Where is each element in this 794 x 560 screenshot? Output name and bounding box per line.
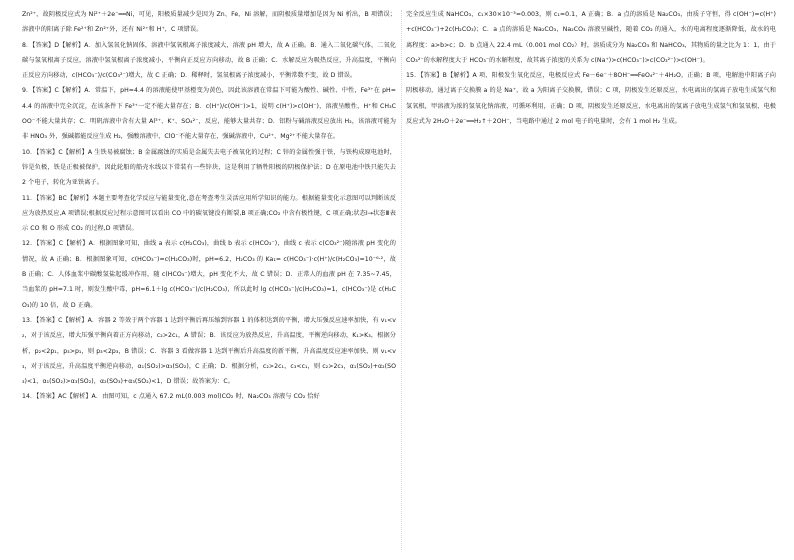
paragraph-q13: 13．【答案】C【解析】A．容器 2 等效于两个容器 1 达到平衡后再压缩到容器 1 的体积达到的平衡，增大压强反应速率加快，有 v₁<v₂，对于该反应，增大压强平衡向着正方向移动，c₂>2c₁，A 错误；B．该反应为放热反应，升高温度，平衡逆向移动，K₁>K₃，根据分析，p₂<2p₁，p₃>p₁，则 p₃<2p₃，B 错误；C．容器 3 看做容器 1 达到平衡后升高温度的新平衡，升高温度反应速率加快，则 v₁<v₃，对于该反应，升高温度平衡逆向移动，α₁(SO₂)>α₃(SO₂)，C 正确；D．根据分析，c₂>2c₁，c₃<c₁，则 c₂>2c₃，α₁(SO₂)+α₂(SO₃)<1，α₁(SO₂)>α₃(SO₂)，α₂(SO₃)+α₃(SO₂)<1，D 错误；故答案为：C。 bbox=[22, 316, 396, 386]
right-column bbox=[406, 7, 776, 555]
paragraph-q12: 12．【答案】C【解析】A．根据图象可知，曲线 a 表示 c(H₂CO₃)，曲线 b 表示 c(HCO₃⁻)，曲线 c 表示 c(CO₃²⁻)随溶液 pH 变化的情况，故 A 正确；B．根据图象可知，c(HCO₃⁻)=c(H₂CO₃)时，pH=6.2，H₂CO₃ 的 Ka₁= c(HCO₃⁻)·c(H⁺)/c(H₂CO₃)=10⁻⁶·²，故 B 正确；C．人体血浆中碳酸氢盐起缓冲作用，随 c(HCO₃⁻)增大，pH 变化不大，故 C 错误；D．正常人的血液 pH 在 7.35~7.45，当血浆的 pH=7.1 时，则发生酸中毒，pH=6.1＋lg c(HCO₃⁻)/c(H₂CO₃)，所以此时 lg c(HCO₃⁻)/c(H₂CO₃)=1，c(HCO₃⁻)是 c(H₂CO₃)的 10 倍，故 D 正确。 bbox=[22, 240, 396, 309]
paragraph-q15: 15．【答案】B【解析】A 项，阳极发生氧化反应，电极反应式 Fe－6e⁻＋8OH⁻══FeO₄²⁻＋4H₂O，正确；B 项，电解池中阳离子向阴极移动，通过离子交换膜 a 的是 Na⁺，故 a 为阳离子交换膜，错误；C 项，阴极发生还原反应，水电离出的氢离子放电生成氢气和氢氧根，甲溶液为浓的氢氧化钠溶液，可循环利用，正确；D 项，阴极发生还原反应，水电离出的氢离子放电生成氢气和氢氧根，电极反应式为 2H₂O＋2e⁻══H₂↑＋2OH⁻，当电路中通过 2 mol 电子的电量时，会有 1 mol H₂ 生成。 bbox=[406, 72, 776, 126]
paragraph-q7-cont: Zn²⁺，故阴极反应式为 Ni²⁺＋2e⁻══Ni，可见，阳极质量减少是因为 Zn、Fe、Ni 溶解，而阴极质量增加是因为 Ni 析出，B 项错误；溶液中的阳离子除 Fe²⁺和 Zn²⁺外，还有 Ni²⁺和 H⁺，C 项错误。 bbox=[22, 11, 396, 34]
paragraph-q9: 9．【答案】C【解析】A．常温下，pH=4.4 的溶液能使甲基橙变为黄色，因此该溶液在常温下可能为酸性、碱性、中性，Fe³⁺在 pH=4.4 的溶液中完全沉淀，在该条件下 Fe³⁺一定不能大量存在；B．c(H⁺)/c(OH⁻)>1，说明 c(H⁺)>c(OH⁻)，溶液呈酸性，H⁺和 CH₃COO⁻不能大量共存；C．明矾溶液中含有大量 Al³⁺、K⁺、SO₄²⁻，反应，能够大量共存；D．铝粉与碱溶液反应放出 H₂，该溶液可能为非 HNO₃ 外，强碱都能反应生成 H₂，强酸溶液中，ClO⁻不能大量存在，强碱溶液中，Cu²⁺、Mg²⁺不能大量存在。 bbox=[22, 87, 396, 141]
paragraph-q14: 14．【答案】AC【解析】A．由图可知，c 点通入 67.2 mL(0.003 mol)CO₂ 时，Na₂CO₃ 溶液与 CO₂ 恰好 bbox=[22, 393, 320, 401]
column-divider bbox=[401, 10, 402, 550]
paragraph-q8: 8．【答案】D【解析】A．加入氢氧化钠固体，溶液中氢氧根离子浓度减大，溶液 pH 增大，故 A 正确。B．通入二氧化碳气体，二氧化碳与氢氧根离子反应，溶液中氢氧根离子浓度减小，平衡向正反应方向移动，故 B 正确；C．水解反应为吸热反应，升高温度，平衡向正反应方向移动，c(HCO₃⁻)/c(CO₃²⁻)增大，故 C 正确；D．稀释时，氢氧根离子浓度减小，平衡常数不变，故 D 错误。 bbox=[22, 41, 396, 80]
paragraph-q10: 10．【答案】C【解析】A 生铁易被腐蚀；B 金属腐蚀的实质是金属失去电子被氧化的过程；C 锌的金属性强于铁，与铁构成原电池时，锌是负极，铁是正极被保护，因此轮船的船壳水线以下常装有一些锌块，这是利用了牺牲阳极的阴极保护法；D 在原电池中铁只能失去 2 个电子，转化为亚铁离子。 bbox=[22, 148, 396, 187]
paragraph-q14-cont: 完全反应生成 NaHCO₃，c₁×30×10⁻³=0.003，则 c₁=0.1，A 正确；B．a 点的溶质是 Na₂CO₃，由质子守恒，得 c(OH⁻)=c(H⁺)+c(HCO₃⁻)+2c(H₂CO₃)；C．a 点的溶质是 Na₂CO₃，Na₂CO₃ 溶液呈碱性，随着 CO₂ 的通入，水的电离程度逐渐降低，故水的电离程度：a>b>c；D．b 点通入 22.4 mL（0.001 mol CO₂）时，溶质成分为 Na₂CO₃ 和 NaHCO₃，其物质的量之比为 1：1，由于 CO₃²⁻的水解程度大于 HCO₃⁻的水解程度，故其离子浓度的关系为 c(Na⁺)>c(HCO₃⁻)>c(CO₃²⁻)>c(OH⁻)。 bbox=[406, 11, 776, 64]
paragraph-q11: 11．【答案】BC【解析】本题主要考查化学反应与能量变化,意在考查考生灵活应用所学知识的能力。根据能量变化示意图可以判断该反应为放热反应,A 项错误;根据反应过程示意图可以看出 CO 中的碳氧键没有断裂,B 项正确;CO₂ 中含有极性键，C 项正确;状态Ⅰ→状态Ⅲ表示 CO 和 O 形成 CO₂ 的过程,D 项错误。 bbox=[22, 194, 396, 233]
left-column bbox=[22, 7, 396, 555]
